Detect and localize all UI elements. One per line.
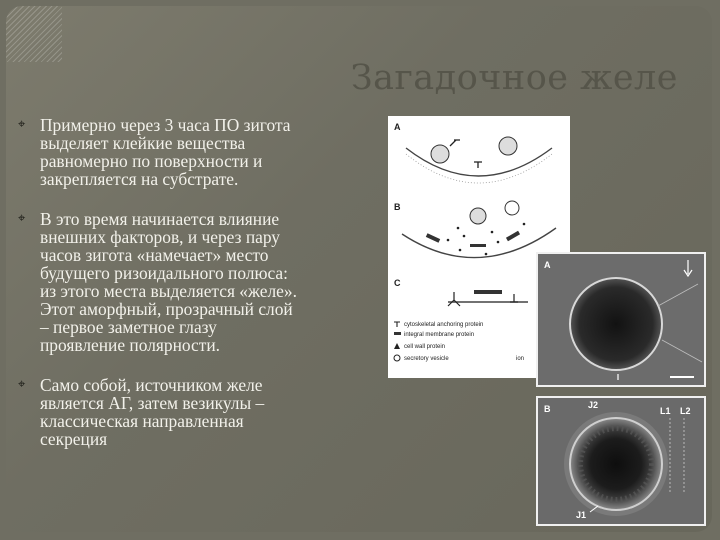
vesicle-icon bbox=[470, 208, 486, 224]
integral-protein-icon bbox=[426, 233, 440, 243]
diagram-label-a: A bbox=[394, 122, 401, 132]
legend-secretory-vesicle: secretory vesicle bbox=[404, 356, 449, 362]
vesicle-icon bbox=[431, 145, 449, 163]
bullet-arrow-icon: ⌖ bbox=[18, 117, 26, 132]
anchor-protein-icon bbox=[450, 140, 460, 146]
bullet-item bbox=[18, 116, 388, 188]
anchor-protein-icon bbox=[510, 294, 518, 302]
bullet-item bbox=[18, 210, 388, 354]
vesicle-icon bbox=[499, 137, 517, 155]
corner-hatch-decoration bbox=[6, 6, 62, 62]
micrograph-a bbox=[536, 252, 706, 387]
bullet-item bbox=[18, 376, 388, 448]
bullet-text: Само собой, источником желе является АГ, затем везикулы – классическая направленная секреция bbox=[40, 375, 265, 449]
legend-ion: ion bbox=[516, 356, 525, 362]
scale-bar bbox=[670, 376, 694, 378]
integral-protein-icon bbox=[506, 231, 520, 241]
diagram-label-b: B bbox=[394, 202, 401, 212]
bullet-text: В это время начинается влияние внешних факторов, и через пару часов зигота «намечает» место будущего ризоидального полюса: из этого места выделяется «желе». Этот аморфный, прозрачный слой – первое заметное глазу проявление полярности. bbox=[40, 209, 297, 355]
anchor-protein-icon bbox=[474, 162, 482, 168]
bullet-list bbox=[18, 116, 388, 470]
vesicle-icon bbox=[505, 201, 519, 215]
label-j1: J1 bbox=[576, 510, 587, 520]
micrograph-a-svg bbox=[538, 254, 704, 385]
bullet-arrow-icon: ⌖ bbox=[18, 377, 26, 392]
zygote-cell bbox=[570, 278, 662, 370]
legend-wall-protein: cell wall protein bbox=[404, 344, 446, 350]
legend-anchoring-protein: cytoskeletal anchoring protein bbox=[404, 322, 484, 328]
micrograph-b bbox=[536, 396, 706, 526]
micrograph-b-label: B bbox=[544, 404, 551, 414]
anchor-protein-icon bbox=[448, 292, 460, 306]
slide-title: Загадочное желе bbox=[350, 58, 678, 98]
micrograph-a-label: A bbox=[544, 260, 551, 270]
micrograph-b-svg bbox=[538, 398, 704, 524]
diagram-legend bbox=[394, 322, 524, 362]
diagram-label-c: C bbox=[394, 278, 401, 288]
integral-protein-icon bbox=[470, 244, 486, 247]
zygote-cell bbox=[570, 418, 662, 510]
legend-membrane-protein: integral membrane protein bbox=[404, 332, 475, 338]
bullet-arrow-icon: ⌖ bbox=[18, 211, 26, 226]
label-l1: L1 bbox=[660, 406, 671, 416]
substrate-dots-a bbox=[406, 154, 552, 183]
label-l2: L2 bbox=[680, 406, 691, 416]
integral-protein-icon bbox=[474, 290, 502, 294]
wall-curve-b bbox=[402, 228, 556, 258]
bullet-text: Примерно через 3 часа ПО зигота выделяет клейкие вещества равномерно по поверхности и закрепляется на субстрате. bbox=[40, 115, 291, 189]
label-j2: J2 bbox=[588, 400, 599, 410]
